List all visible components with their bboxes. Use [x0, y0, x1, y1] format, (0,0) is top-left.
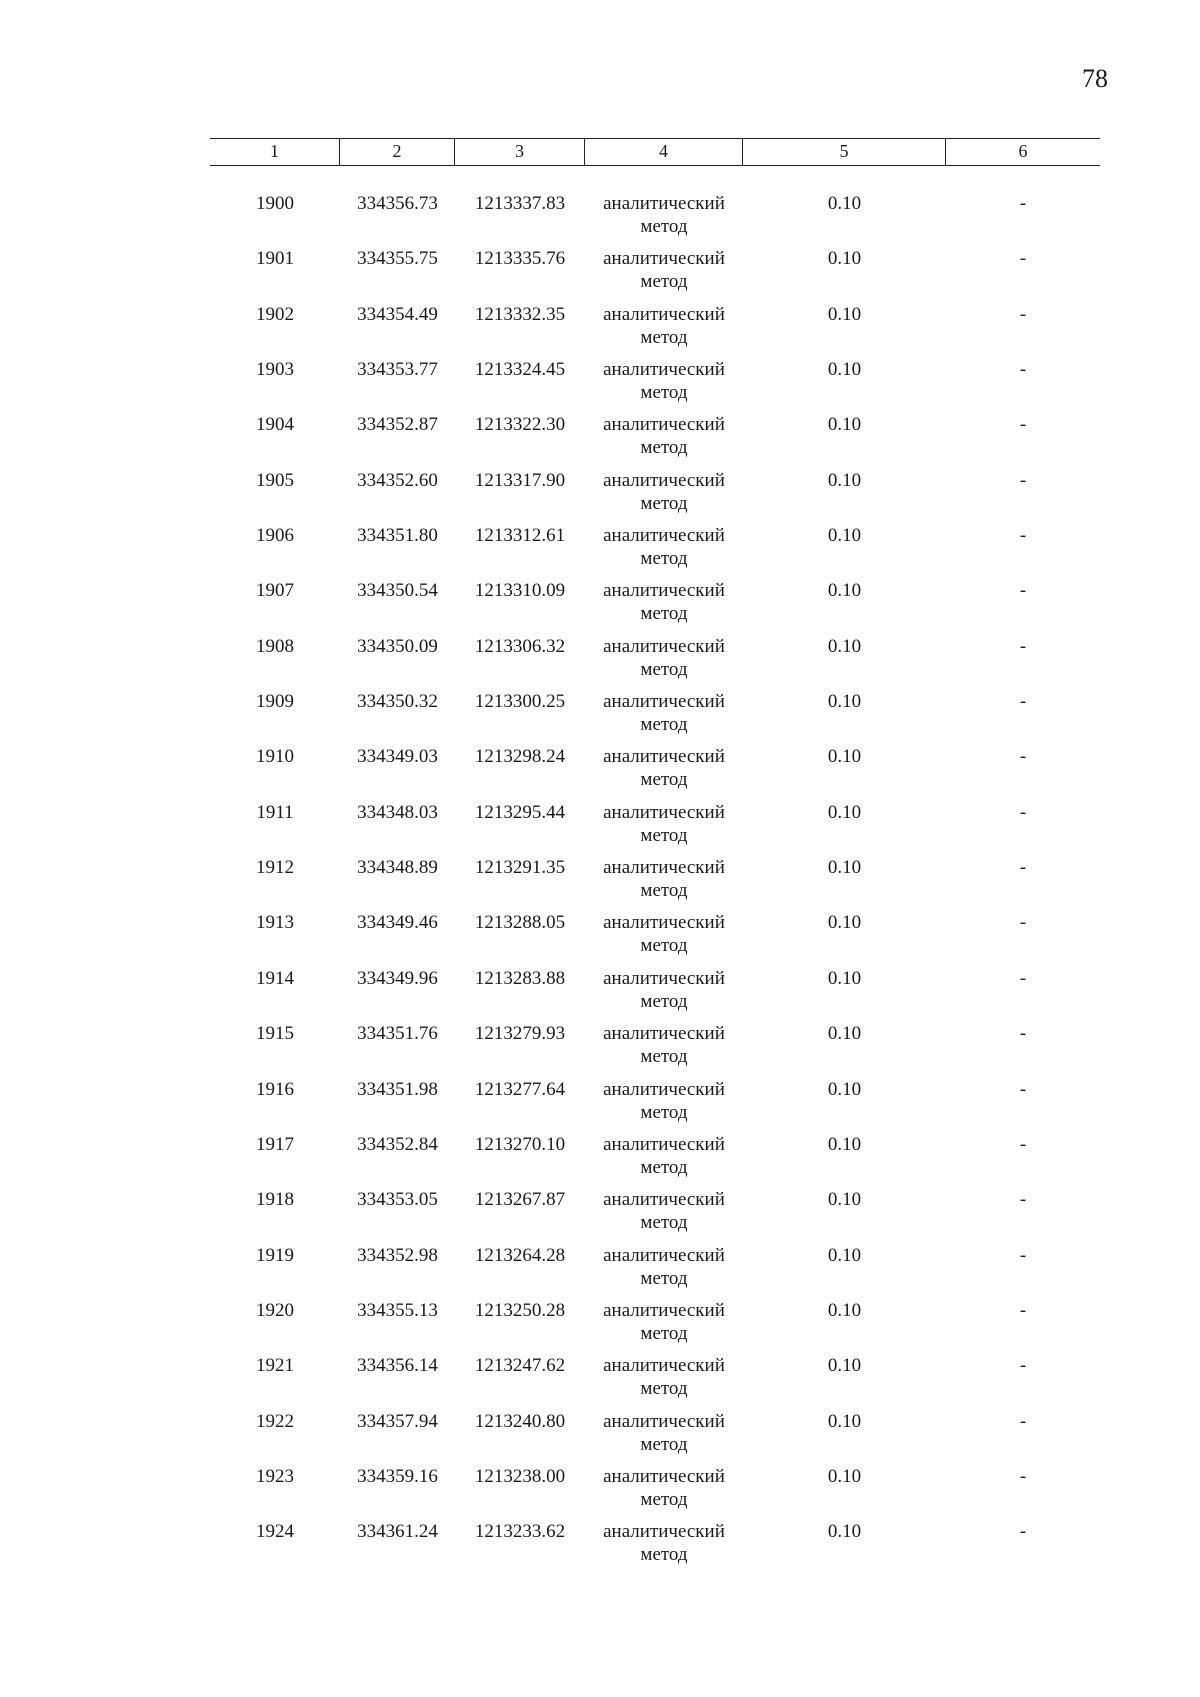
method-line: аналитический — [603, 635, 725, 657]
table-row — [210, 579, 1100, 634]
method-cell — [585, 745, 743, 800]
coord-y-cell: 1213277.64 — [474, 1078, 566, 1100]
coord-y-cell: 1213298.24 — [474, 746, 566, 768]
method-line: метод — [640, 714, 688, 736]
header-col-1: 1 — [210, 139, 340, 165]
method-cell — [585, 690, 743, 745]
table-body — [210, 192, 1100, 1576]
method-cell — [585, 1520, 743, 1575]
coord-y-cell: 1213283.88 — [474, 967, 566, 989]
table-row — [210, 1188, 1100, 1243]
accuracy-cell: 0.10 — [827, 1133, 862, 1155]
point-number-cell: 1900 — [256, 193, 294, 214]
method-line: аналитический — [603, 691, 725, 713]
method-line: метод — [640, 1378, 688, 1400]
coord-y-cell: 1213332.35 — [474, 303, 566, 325]
table-row — [210, 358, 1100, 413]
header-col-5: 5 — [743, 139, 946, 165]
method-cell — [585, 469, 743, 524]
accuracy-cell: 0.10 — [827, 303, 862, 325]
method-line: метод — [640, 935, 688, 957]
method-line: метод — [640, 880, 688, 902]
note-cell: - — [1019, 1299, 1027, 1321]
point-number-cell: 1908 — [256, 635, 294, 657]
table-row — [210, 1465, 1100, 1520]
point-number-cell: 1914 — [256, 967, 294, 989]
coord-x-cell: 334350.09 — [357, 635, 438, 657]
accuracy-cell: 0.10 — [827, 857, 862, 879]
method-line: метод — [640, 1212, 688, 1234]
method-line: метод — [640, 1488, 688, 1510]
accuracy-cell: 0.10 — [827, 635, 862, 657]
coord-y-cell: 1213250.28 — [474, 1299, 566, 1321]
note-cell: - — [1019, 801, 1027, 823]
method-line: аналитический — [603, 1023, 725, 1045]
point-number-cell: 1916 — [256, 1078, 294, 1100]
coord-y-cell: 1213300.25 — [474, 691, 566, 713]
coord-y-cell: 1213288.05 — [474, 912, 566, 934]
method-line: метод — [640, 1101, 688, 1123]
table-row — [210, 690, 1100, 745]
method-line: аналитический — [603, 303, 725, 325]
coord-y-cell: 1213317.90 — [474, 469, 566, 491]
accuracy-cell: 0.10 — [827, 1023, 862, 1045]
coord-x-cell: 334352.60 — [357, 469, 438, 491]
method-cell — [585, 524, 743, 579]
coord-y-cell: 1213238.00 — [474, 1465, 566, 1487]
coord-y-cell: 1213279.93 — [474, 1023, 566, 1045]
point-number-cell: 1902 — [256, 303, 294, 325]
table-row — [210, 635, 1100, 690]
point-number-cell: 1923 — [256, 1465, 294, 1487]
point-number-cell: 1907 — [256, 580, 294, 602]
method-cell — [585, 1465, 743, 1520]
note-cell: - — [1019, 525, 1027, 547]
coord-x-cell: 334359.16 — [357, 1465, 438, 1487]
note-cell: - — [1019, 691, 1027, 713]
table-row — [210, 911, 1100, 966]
note-cell: - — [1019, 857, 1027, 879]
method-cell — [585, 1354, 743, 1409]
method-cell — [585, 413, 743, 468]
method-line: аналитический — [603, 414, 725, 436]
method-cell — [585, 1022, 743, 1077]
method-cell — [585, 801, 743, 856]
method-cell — [585, 1410, 743, 1465]
point-number-cell: 1911 — [256, 801, 294, 823]
method-line: аналитический — [603, 1299, 725, 1321]
note-cell: - — [1019, 635, 1027, 657]
table-row — [210, 1133, 1100, 1188]
method-line: метод — [640, 437, 688, 459]
coord-x-cell: 334356.73 — [357, 193, 438, 214]
coord-y-cell: 1213337.83 — [474, 193, 566, 214]
coord-x-cell: 334357.94 — [357, 1410, 438, 1432]
accuracy-cell: 0.10 — [827, 801, 862, 823]
note-cell: - — [1019, 1189, 1027, 1211]
method-cell — [585, 1299, 743, 1354]
method-line: метод — [640, 492, 688, 514]
accuracy-cell: 0.10 — [827, 1299, 862, 1321]
coord-y-cell: 1213291.35 — [474, 857, 566, 879]
header-col-4: 4 — [585, 139, 743, 165]
method-cell — [585, 856, 743, 911]
coord-y-cell: 1213247.62 — [474, 1355, 566, 1377]
coord-y-cell: 1213306.32 — [474, 635, 566, 657]
method-cell — [585, 1188, 743, 1243]
note-cell: - — [1019, 469, 1027, 491]
method-line: аналитический — [603, 1133, 725, 1155]
coord-y-cell: 1213295.44 — [474, 801, 566, 823]
method-line: аналитический — [603, 580, 725, 602]
method-line: метод — [640, 548, 688, 570]
accuracy-cell: 0.10 — [827, 1355, 862, 1377]
coord-x-cell: 334351.80 — [357, 525, 438, 547]
coord-x-cell: 334354.49 — [357, 303, 438, 325]
note-cell: - — [1019, 967, 1027, 989]
method-line: метод — [640, 769, 688, 791]
accuracy-cell: 0.10 — [827, 1244, 862, 1266]
point-number-cell: 1919 — [256, 1244, 294, 1266]
accuracy-cell: 0.10 — [827, 967, 862, 989]
coord-x-cell: 334352.98 — [357, 1244, 438, 1266]
header-col-6: 6 — [1018, 141, 1028, 161]
coordinates-table — [210, 138, 1100, 1576]
header-col-3: 3 — [455, 139, 585, 165]
accuracy-cell: 0.10 — [827, 1078, 862, 1100]
method-cell — [585, 192, 743, 247]
coord-x-cell: 334361.24 — [357, 1521, 438, 1543]
method-line: метод — [640, 326, 688, 348]
method-line: аналитический — [603, 1410, 725, 1432]
method-line: метод — [640, 216, 688, 237]
note-cell: - — [1019, 746, 1027, 768]
point-number-cell: 1917 — [256, 1133, 294, 1155]
table-row — [210, 247, 1100, 302]
method-line: аналитический — [603, 359, 725, 381]
coord-x-cell: 334349.46 — [357, 912, 438, 934]
accuracy-cell: 0.10 — [827, 469, 862, 491]
table-row — [210, 745, 1100, 800]
note-cell: - — [1019, 1465, 1027, 1487]
table-row — [210, 1354, 1100, 1409]
method-line: аналитический — [603, 193, 725, 214]
coord-x-cell: 334349.96 — [357, 967, 438, 989]
method-line: аналитический — [603, 248, 725, 270]
point-number-cell: 1909 — [256, 691, 294, 713]
coord-y-cell: 1213335.76 — [474, 248, 566, 270]
method-cell — [585, 1244, 743, 1299]
table-row — [210, 1410, 1100, 1465]
method-line: метод — [640, 382, 688, 404]
method-line: метод — [640, 1544, 688, 1566]
note-cell: - — [1019, 248, 1027, 270]
note-cell: - — [1019, 193, 1027, 214]
header-col-2: 2 — [340, 139, 455, 165]
method-line: метод — [640, 1046, 688, 1068]
note-cell: - — [1019, 1410, 1027, 1432]
accuracy-cell: 0.10 — [827, 691, 862, 713]
note-cell: - — [1019, 303, 1027, 325]
coord-y-cell: 1213312.61 — [474, 525, 566, 547]
note-cell: - — [1019, 1355, 1027, 1377]
coord-x-cell: 334351.76 — [357, 1023, 438, 1045]
table-row — [210, 1520, 1100, 1575]
accuracy-cell: 0.10 — [827, 1521, 862, 1543]
coord-y-cell: 1213324.45 — [474, 359, 566, 381]
method-line: метод — [640, 603, 688, 625]
note-cell: - — [1019, 1521, 1027, 1543]
method-line: аналитический — [603, 746, 725, 768]
point-number-cell: 1906 — [256, 525, 294, 547]
method-line: метод — [640, 1156, 688, 1178]
page-number: 78 — [1082, 64, 1108, 93]
method-cell — [585, 1078, 743, 1133]
method-line: аналитический — [603, 1521, 725, 1543]
accuracy-cell: 0.10 — [827, 193, 862, 214]
note-cell: - — [1019, 414, 1027, 436]
method-line: аналитический — [603, 1189, 725, 1211]
accuracy-cell: 0.10 — [827, 248, 862, 270]
note-cell: - — [1019, 912, 1027, 934]
point-number-cell: 1924 — [256, 1521, 294, 1543]
point-number-cell: 1922 — [256, 1410, 294, 1432]
coord-x-cell: 334351.98 — [357, 1078, 438, 1100]
point-number-cell: 1903 — [256, 359, 294, 381]
table-header — [210, 138, 1100, 166]
accuracy-cell: 0.10 — [827, 414, 862, 436]
note-cell: - — [1019, 1078, 1027, 1100]
method-cell — [585, 967, 743, 1022]
coord-x-cell: 334349.03 — [357, 746, 438, 768]
table-row — [210, 192, 1100, 247]
table-row — [210, 469, 1100, 524]
coord-x-cell: 334350.32 — [357, 691, 438, 713]
method-cell — [585, 579, 743, 634]
point-number-cell: 1905 — [256, 469, 294, 491]
accuracy-cell: 0.10 — [827, 580, 862, 602]
coord-y-cell: 1213270.10 — [474, 1133, 566, 1155]
method-line: метод — [640, 1322, 688, 1344]
table-row — [210, 1299, 1100, 1354]
method-line: аналитический — [603, 1355, 725, 1377]
point-number-cell: 1904 — [256, 414, 294, 436]
point-number-cell: 1912 — [256, 857, 294, 879]
point-number-cell: 1913 — [256, 912, 294, 934]
coord-x-cell: 334355.75 — [357, 248, 438, 270]
accuracy-cell: 0.10 — [827, 359, 862, 381]
coord-y-cell: 1213322.30 — [474, 414, 566, 436]
note-cell: - — [1019, 1023, 1027, 1045]
method-line: метод — [640, 824, 688, 846]
method-line: аналитический — [603, 525, 725, 547]
method-line: аналитический — [603, 857, 725, 879]
method-cell — [585, 358, 743, 413]
note-cell: - — [1019, 359, 1027, 381]
table-row — [210, 1022, 1100, 1077]
method-cell — [585, 247, 743, 302]
accuracy-cell: 0.10 — [827, 1189, 862, 1211]
table-row — [210, 303, 1100, 358]
point-number-cell: 1918 — [256, 1189, 294, 1211]
accuracy-cell: 0.10 — [827, 525, 862, 547]
method-line: метод — [640, 1267, 688, 1289]
method-line: аналитический — [603, 801, 725, 823]
point-number-cell: 1901 — [256, 248, 294, 270]
coord-x-cell: 334350.54 — [357, 580, 438, 602]
method-line: аналитический — [603, 1078, 725, 1100]
coord-x-cell: 334355.13 — [357, 1299, 438, 1321]
coord-x-cell: 334352.84 — [357, 1133, 438, 1155]
method-line: аналитический — [603, 1465, 725, 1487]
method-cell — [585, 911, 743, 966]
coord-y-cell: 1213240.80 — [474, 1410, 566, 1432]
note-cell: - — [1019, 580, 1027, 602]
table-row — [210, 524, 1100, 579]
note-cell: - — [1019, 1133, 1027, 1155]
method-line: аналитический — [603, 912, 725, 934]
accuracy-cell: 0.10 — [827, 912, 862, 934]
coord-x-cell: 334353.05 — [357, 1189, 438, 1211]
table-row — [210, 856, 1100, 911]
method-cell — [585, 1133, 743, 1188]
method-line: аналитический — [603, 469, 725, 491]
note-cell: - — [1019, 1244, 1027, 1266]
coord-y-cell: 1213310.09 — [474, 580, 566, 602]
coord-y-cell: 1213267.87 — [474, 1189, 566, 1211]
coord-x-cell: 334353.77 — [357, 359, 438, 381]
point-number-cell: 1920 — [256, 1299, 294, 1321]
coord-y-cell: 1213264.28 — [474, 1244, 566, 1266]
accuracy-cell: 0.10 — [827, 1410, 862, 1432]
point-number-cell: 1921 — [256, 1355, 294, 1377]
method-cell — [585, 635, 743, 690]
accuracy-cell: 0.10 — [827, 1465, 862, 1487]
coord-x-cell: 334356.14 — [357, 1355, 438, 1377]
method-line: метод — [640, 271, 688, 293]
method-line: метод — [640, 1433, 688, 1455]
method-line: аналитический — [603, 1244, 725, 1266]
method-cell — [585, 303, 743, 358]
coord-x-cell: 334352.87 — [357, 414, 438, 436]
accuracy-cell: 0.10 — [827, 746, 862, 768]
method-line: аналитический — [603, 967, 725, 989]
method-line: метод — [640, 658, 688, 680]
table-row — [210, 1078, 1100, 1133]
point-number-cell: 1915 — [256, 1023, 294, 1045]
table-row — [210, 801, 1100, 856]
point-number-cell: 1910 — [256, 746, 294, 768]
coord-x-cell: 334348.03 — [357, 801, 438, 823]
table-row — [210, 413, 1100, 468]
coord-y-cell: 1213233.62 — [474, 1521, 566, 1543]
table-row — [210, 1244, 1100, 1299]
coord-x-cell: 334348.89 — [357, 857, 438, 879]
method-line: метод — [640, 990, 688, 1012]
table-row — [210, 967, 1100, 1022]
